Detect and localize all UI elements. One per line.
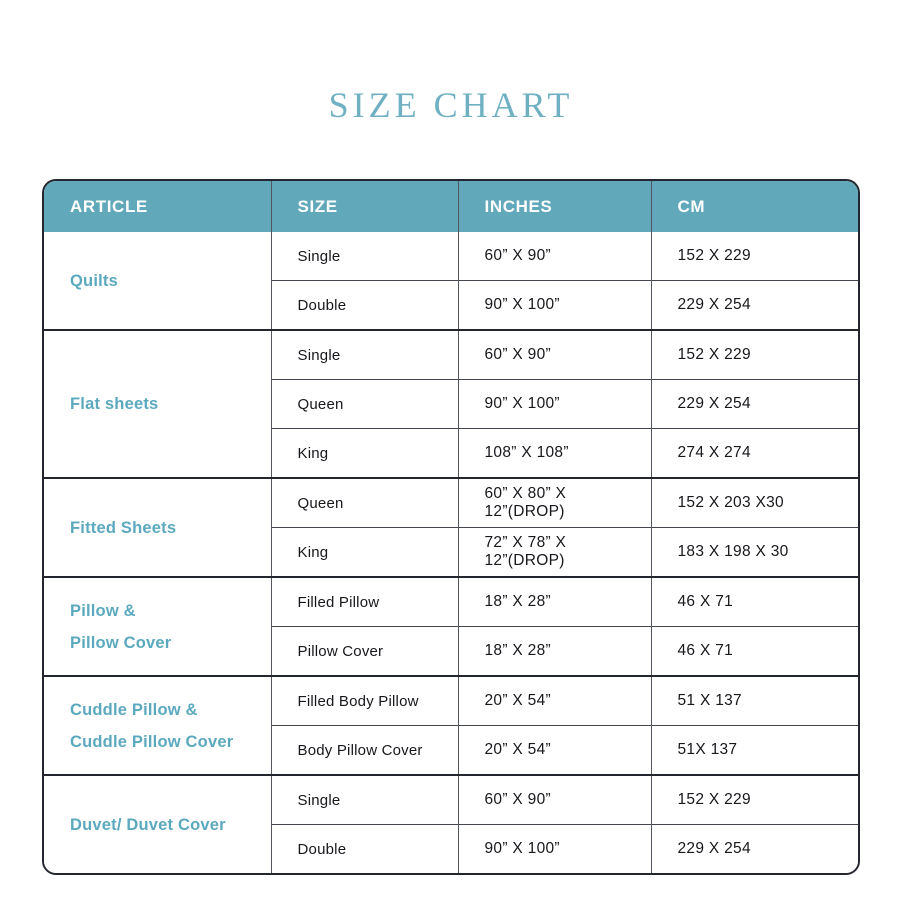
- inches-cell: 60” X 80” X 12”(DROP): [458, 478, 651, 528]
- article-cell: [44, 478, 271, 577]
- size-cell: Queen: [271, 380, 458, 429]
- table-row: [44, 775, 858, 825]
- article-label: Flat sheets: [70, 395, 159, 413]
- header-inches: INCHES: [458, 181, 651, 232]
- header-size: SIZE: [271, 181, 458, 232]
- article-cell: [44, 676, 271, 775]
- inches-cell: 72” X 78” X 12”(DROP): [458, 528, 651, 578]
- inches-cell: 90” X 100”: [458, 825, 651, 874]
- cm-cell: 152 X 229: [651, 330, 858, 380]
- header-row: [44, 181, 858, 232]
- article-label: Fitted Sheets: [70, 518, 177, 537]
- size-cell: Pillow Cover: [271, 627, 458, 677]
- article-cell: [44, 330, 271, 478]
- size-chart-table: [44, 181, 858, 873]
- inches-cell: 20” X 54”: [458, 676, 651, 726]
- table-header: [44, 181, 858, 232]
- inches-cell: 90” X 100”: [458, 380, 651, 429]
- table-row: [44, 577, 858, 627]
- cm-cell: 183 X 198 X 30: [651, 528, 858, 578]
- article-label: Quilts: [70, 271, 118, 290]
- inches-cell: 60” X 90”: [458, 330, 651, 380]
- cm-cell: 51 X 137: [651, 676, 858, 726]
- cm-cell: 152 X 229: [651, 775, 858, 825]
- cm-cell: 152 X 203 X30: [651, 478, 858, 528]
- cm-cell: 229 X 254: [651, 825, 858, 874]
- size-cell: Double: [271, 825, 458, 874]
- size-table-body: [44, 232, 858, 873]
- size-cell: Queen: [271, 478, 458, 528]
- inches-cell: 108” X 108”: [458, 429, 651, 479]
- size-cell: Body Pillow Cover: [271, 726, 458, 776]
- table-row: [44, 232, 858, 281]
- inches-cell: 20” X 54”: [458, 726, 651, 776]
- inches-cell: 18” X 28”: [458, 577, 651, 627]
- table-row: [44, 676, 858, 726]
- cm-cell: 274 X 274: [651, 429, 858, 479]
- inches-cell: 60” X 90”: [458, 232, 651, 281]
- size-cell: King: [271, 429, 458, 479]
- table-row: [44, 330, 858, 380]
- header-cm: CM: [651, 181, 858, 232]
- size-cell: Filled Body Pillow: [271, 676, 458, 726]
- size-cell: Filled Pillow: [271, 577, 458, 627]
- article-label: Duvet/ Duvet Cover: [70, 815, 226, 834]
- cm-cell: 152 X 229: [651, 232, 858, 281]
- cm-cell: 46 X 71: [651, 577, 858, 627]
- page-title: SIZE CHART: [328, 85, 574, 125]
- cm-cell: 46 X 71: [651, 627, 858, 677]
- article-cell: [44, 577, 271, 676]
- article-cell: [44, 775, 271, 873]
- size-cell: Single: [271, 775, 458, 825]
- size-cell: Single: [271, 232, 458, 281]
- article-label: Cuddle Pillow &: [70, 700, 198, 719]
- inches-cell: 60” X 90”: [458, 775, 651, 825]
- inches-cell: 90” X 100”: [458, 281, 651, 331]
- header-article: ARTICLE: [44, 181, 271, 232]
- size-cell: Single: [271, 330, 458, 380]
- article-label: Pillow &: [70, 601, 136, 620]
- cm-cell: 229 X 254: [651, 281, 858, 331]
- size-chart-table-container: [42, 179, 860, 875]
- article-label: Pillow Cover: [70, 633, 172, 652]
- article-label: Cuddle Pillow Cover: [70, 732, 234, 751]
- cm-cell: 51X 137: [651, 726, 858, 776]
- article-cell: [44, 232, 271, 330]
- inches-cell: 18” X 28”: [458, 627, 651, 677]
- size-cell: Double: [271, 281, 458, 331]
- table-row: [44, 478, 858, 528]
- cm-cell: 229 X 254: [651, 380, 858, 429]
- size-cell: King: [271, 528, 458, 578]
